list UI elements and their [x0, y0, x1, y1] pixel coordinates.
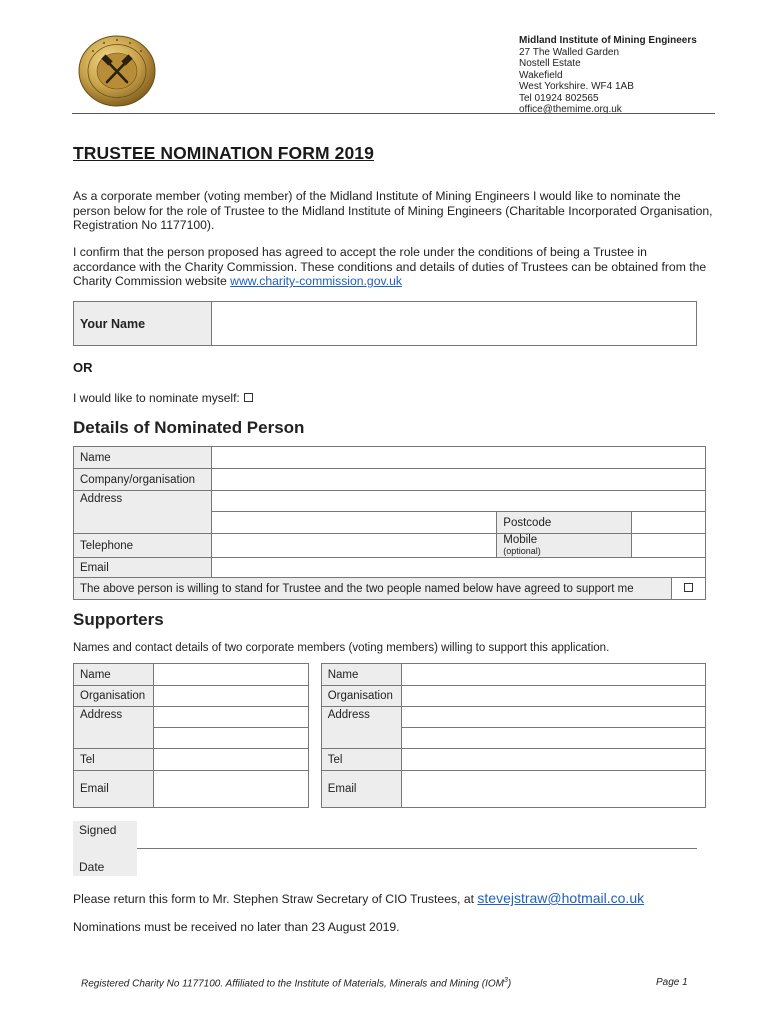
supporter2-address-label: Address	[327, 709, 370, 721]
supporter2-address-input-2[interactable]	[401, 728, 705, 749]
supporter1-org-label-cell	[74, 686, 154, 707]
address-line: 27 The Walled Garden	[519, 46, 620, 58]
telephone-label-cell	[74, 534, 212, 558]
supporter2-address-input-1[interactable]	[401, 707, 705, 728]
address-line: Wakefield	[519, 69, 563, 81]
date-label-cell	[73, 848, 137, 876]
agreement-cell	[74, 578, 672, 600]
agreement-label: The above person is willing to stand for Trustee and the two people named below have agreed to support me	[80, 582, 634, 595]
agreement-checkbox[interactable]	[684, 583, 693, 592]
your-name-input[interactable]	[212, 302, 697, 346]
signed-input[interactable]	[137, 821, 697, 848]
mobile-label-cell	[497, 534, 632, 558]
footer-superscript: 3	[503, 977, 508, 984]
nominate-self-checkbox[interactable]	[244, 393, 253, 402]
supporter1-email-label: Email	[80, 783, 109, 795]
spacer	[308, 664, 321, 686]
supporter2-org-label: Organisation	[327, 690, 393, 702]
supporter1-name-input[interactable]	[153, 664, 308, 686]
nominate-self-label: I would like to nominate myself:	[73, 391, 240, 405]
supporter2-name-label: Name	[327, 668, 359, 681]
agreement-checkbox-cell	[671, 578, 705, 600]
footer-charity-end: )	[507, 978, 512, 990]
supporter2-name-input[interactable]	[401, 664, 705, 686]
return-instructions	[73, 890, 644, 906]
supporter1-name-label-cell	[74, 664, 154, 686]
supporter2-email-label-cell	[321, 771, 401, 808]
supporter2-org-label-cell	[321, 686, 401, 707]
supporter2-email-input[interactable]	[401, 771, 705, 808]
intro-paragraph-2	[73, 245, 713, 289]
signed-label-cell	[73, 821, 137, 848]
supporter2-tel-label-cell	[321, 749, 401, 771]
your-name-label: Your Name	[80, 316, 146, 331]
address-line: Tel 01924 802565	[519, 92, 599, 104]
your-name-label-cell	[74, 302, 212, 346]
email-label-cell	[74, 558, 212, 578]
page-number: Page 1	[656, 977, 688, 988]
organisation-name: Midland Institute of Mining Engineers	[519, 35, 697, 46]
mobile-label: Mobile	[503, 533, 538, 546]
spacer	[308, 707, 321, 728]
supporters-table	[73, 663, 706, 808]
institute-logo	[78, 35, 156, 107]
form-title: TRUSTEE NOMINATION FORM 2019	[73, 143, 374, 163]
spacer	[308, 771, 321, 808]
supporter2-address-label-cell	[321, 707, 401, 749]
supporter1-tel-label: Tel	[80, 753, 95, 766]
charity-commission-link[interactable]: www.charity-commission.gov.uk	[230, 274, 402, 289]
postcode-label-cell	[497, 512, 632, 534]
supporter2-tel-label: Tel	[327, 753, 343, 766]
header-divider	[72, 113, 715, 114]
telephone-label: Telephone	[80, 539, 134, 552]
supporter1-email-input[interactable]	[153, 771, 308, 808]
or-label: OR	[73, 360, 93, 375]
nominee-postcode-input[interactable]	[632, 512, 706, 534]
nominee-telephone-input[interactable]	[211, 534, 496, 558]
name-label: Name	[80, 451, 111, 464]
mobile-optional-note: (optional)	[503, 545, 541, 556]
supporter1-tel-input[interactable]	[153, 749, 308, 771]
supporter1-name-label: Name	[80, 668, 111, 681]
nominee-address-input-2[interactable]	[211, 512, 496, 534]
nominee-email-input[interactable]	[211, 558, 705, 578]
supporter1-email-label-cell	[74, 771, 154, 808]
address-label: Address	[80, 493, 123, 505]
nominate-self-row	[73, 391, 253, 405]
spacer	[308, 728, 321, 749]
company-label: Company/organisation	[80, 473, 196, 486]
footer-charity-note	[81, 977, 511, 989]
return-email-link[interactable]: stevejstraw@hotmail.co.uk	[477, 890, 645, 906]
header-address	[519, 35, 697, 116]
address-label-cell	[74, 491, 212, 534]
company-label-cell	[74, 469, 212, 491]
supporter2-email-label: Email	[327, 783, 357, 795]
footer-charity-text: Registered Charity No 1177100. Affiliated to the Institute of Materials, Minerals and Mining (IOM	[81, 978, 504, 990]
header-email-link[interactable]: office@themime.org.uk	[519, 104, 622, 115]
supporters-heading: Supporters	[73, 610, 164, 629]
date-label: Date	[79, 860, 105, 874]
return-text: Please return this form to Mr. Stephen Straw Secretary of CIO Trustees, at	[73, 892, 478, 906]
supporter2-name-label-cell	[321, 664, 401, 686]
spacer	[308, 686, 321, 707]
name-label-cell	[74, 447, 212, 469]
supporter1-org-input[interactable]	[153, 686, 308, 707]
supporter2-tel-input[interactable]	[401, 749, 705, 771]
signed-label: Signed	[79, 823, 117, 837]
date-input[interactable]	[137, 848, 697, 876]
address-line: Nostell Estate	[519, 58, 581, 69]
supporter1-tel-label-cell	[74, 749, 154, 771]
nominee-mobile-input[interactable]	[632, 534, 706, 558]
nominee-address-input-1[interactable]	[211, 491, 705, 512]
postcode-label: Postcode	[503, 516, 552, 529]
details-table	[73, 446, 706, 600]
signature-table	[73, 821, 697, 876]
intro-paragraph-1: As a corporate member (voting member) of the Midland Institute of Mining Engineers I would like to nominate the person below for the role of Trustee to the Midland Institute of Mining Engineers (Charitable Incorporated Organisation, Registration No 1177100).	[73, 189, 713, 233]
supporters-intro: Names and contact details of two corporate members (voting members) willing to support this application.	[73, 642, 610, 654]
address-line: West Yorkshire. WF4 1AB	[519, 81, 634, 92]
details-heading: Details of Nominated Person	[73, 418, 305, 437]
supporter1-org-label: Organisation	[80, 690, 146, 702]
supporter1-address-label: Address	[80, 709, 123, 721]
supporter1-address-input-2[interactable]	[153, 728, 308, 749]
nominee-name-input[interactable]	[211, 447, 705, 469]
nominee-company-input[interactable]	[211, 469, 705, 491]
intro-paragraph-2-text: I confirm that the person proposed has agreed to accept the role under the conditions of being a Trustee in accordance with the Charity Commission. These conditions and details of duties of Trustees can be obtained from the Charity Commission website	[73, 245, 707, 289]
supporter1-address-input-1[interactable]	[153, 707, 308, 728]
spacer	[308, 749, 321, 771]
your-name-table	[73, 301, 697, 346]
deadline-text: Nominations must be received no later than 23 August 2019.	[73, 920, 400, 934]
supporter1-address-label-cell	[74, 707, 154, 749]
email-label: Email	[80, 561, 109, 574]
supporter2-org-input[interactable]	[401, 686, 705, 707]
